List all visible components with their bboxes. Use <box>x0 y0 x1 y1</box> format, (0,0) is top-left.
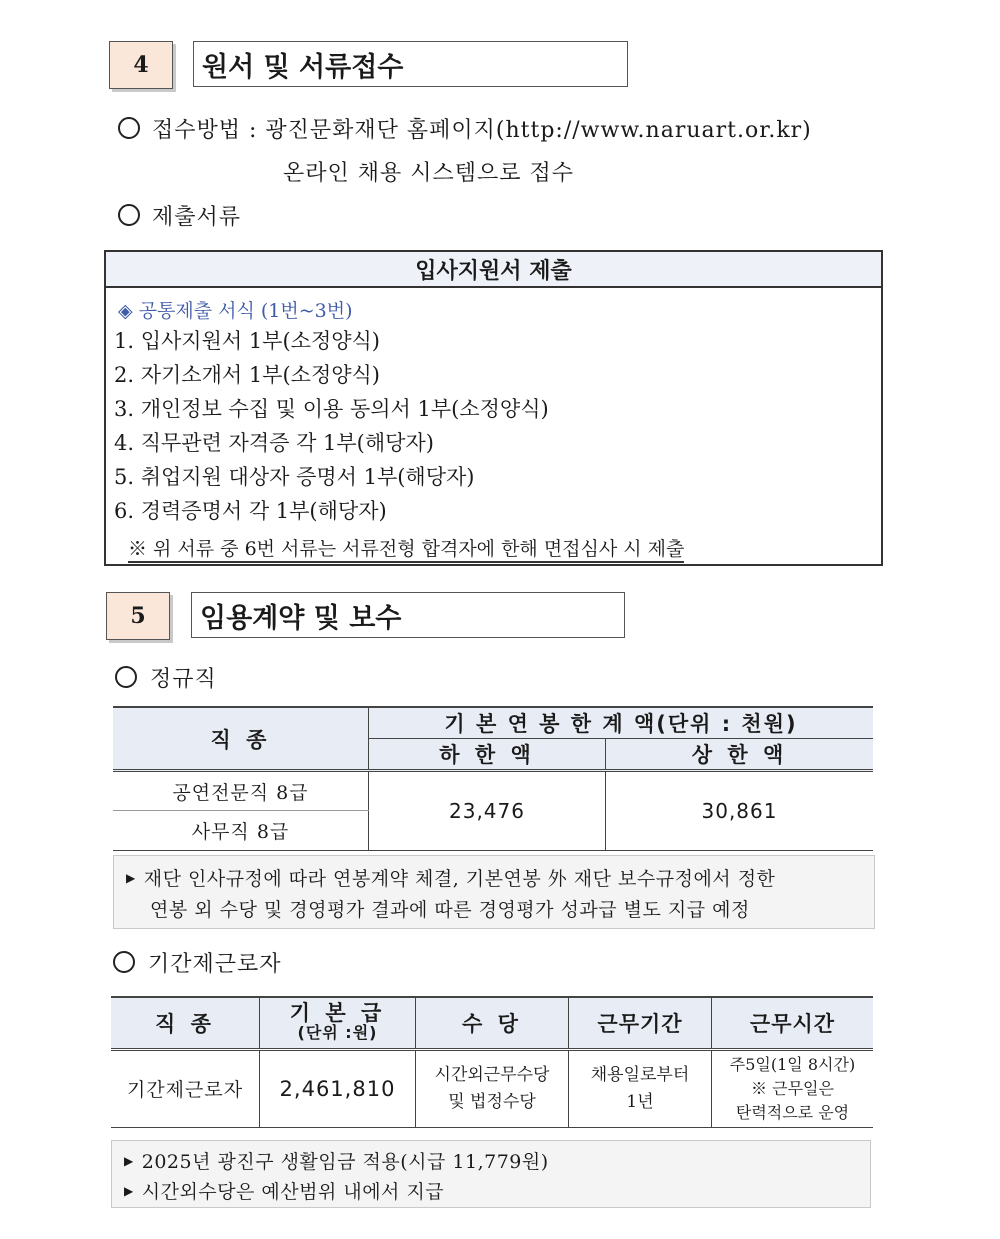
temp-note-box <box>111 1140 871 1208</box>
triangle-bullet-icon: ▶ <box>126 871 136 885</box>
col-base: 기 본 급 (단위 :원) <box>260 997 416 1049</box>
note-line: 연봉 외 수당 및 경영평가 결과에 따른 경영평가 성과급 별도 지급 예정 <box>150 899 750 921</box>
temp-hours-cell: 주5일(1일 8시간) ※ 근무일은 탄력적으로 운영 <box>712 1049 874 1127</box>
section-4-number: 4 <box>109 41 173 89</box>
col-allowance: 수 당 <box>416 997 569 1049</box>
documents-box <box>104 250 883 566</box>
documents-subheader: ◈ 공통제출 서식 (1번~3번) <box>118 300 353 322</box>
temp-base-value: 2,461,810 <box>260 1049 416 1127</box>
triangle-bullet-icon: ▶ <box>124 1184 134 1198</box>
method-label: 접수방법 : 광진문화재단 홈페이지(http://www.naruart.or.kr) <box>152 118 812 143</box>
regular-salary-table <box>113 706 873 851</box>
bullet-circle-icon <box>118 117 140 139</box>
document-item: 2. 자기소개서 1부(소정양식) <box>114 363 380 387</box>
section-5-number: 5 <box>106 592 170 640</box>
regular-label: 정규직 <box>150 667 217 692</box>
section-4-title: 원서 및 서류접수 <box>193 41 628 87</box>
document-item: 5. 취업지원 대상자 증명서 1부(해당자) <box>114 465 475 489</box>
temp-salary-table <box>111 996 873 1128</box>
document-item: 4. 직무관련 자격증 각 1부(해당자) <box>114 431 434 455</box>
documents-note: ※ 위 서류 중 6번 서류는 서류전형 합격자에 한해 면접심사 시 제출 <box>128 534 684 563</box>
document-item: 1. 입사지원서 1부(소정양식) <box>114 329 380 353</box>
document-item: 6. 경력증명서 각 1부(해당자) <box>114 499 387 523</box>
col-min: 하 한 액 <box>369 739 606 771</box>
col-salary-limit: 기 본 연 봉 한 계 액(단위 : 천원) <box>369 707 874 739</box>
note-line: ▶ 재단 인사규정에 따라 연봉계약 체결, 기본연봉 外 재단 보수규정에서 정한 <box>126 868 776 890</box>
temp-job-cell: 기간제근로자 <box>111 1049 260 1127</box>
bullet-circle-icon <box>118 204 140 226</box>
note-line: ▶ 2025년 광진구 생활임금 적용(시급 11,779원) <box>124 1151 549 1173</box>
section-5-title: 임용계약 및 보수 <box>191 592 625 638</box>
triangle-bullet-icon: ▶ <box>124 1154 134 1168</box>
max-value: 30,861 <box>606 771 874 851</box>
temp-label: 기간제근로자 <box>148 952 282 977</box>
regular-note-box <box>113 855 875 929</box>
col-job: 직 종 <box>113 707 369 771</box>
col-hours: 근무시간 <box>712 997 874 1049</box>
bullet-circle-icon <box>115 666 137 688</box>
temp-allowance-cell: 시간외근무수당 및 법정수당 <box>416 1049 569 1127</box>
col-job: 직 종 <box>111 997 260 1049</box>
col-max: 상 한 액 <box>606 739 874 771</box>
method-line-2: 온라인 채용 시스템으로 접수 <box>283 161 575 186</box>
temp-period-cell: 채용일로부터 1년 <box>569 1049 712 1127</box>
documents-box-header: 입사지원서 제출 <box>106 252 881 288</box>
bullet-circle-icon <box>113 951 135 973</box>
document-item: 3. 개인정보 수집 및 이용 동의서 1부(소정양식) <box>114 397 549 421</box>
min-value: 23,476 <box>369 771 606 851</box>
note-line: ▶ 시간외수당은 예산범위 내에서 지급 <box>124 1181 445 1203</box>
table-row: 공연전문직 8급 <box>113 771 369 811</box>
table-row: 사무직 8급 <box>113 811 369 851</box>
docs-label: 제출서류 <box>152 205 242 230</box>
col-period: 근무기간 <box>569 997 712 1049</box>
